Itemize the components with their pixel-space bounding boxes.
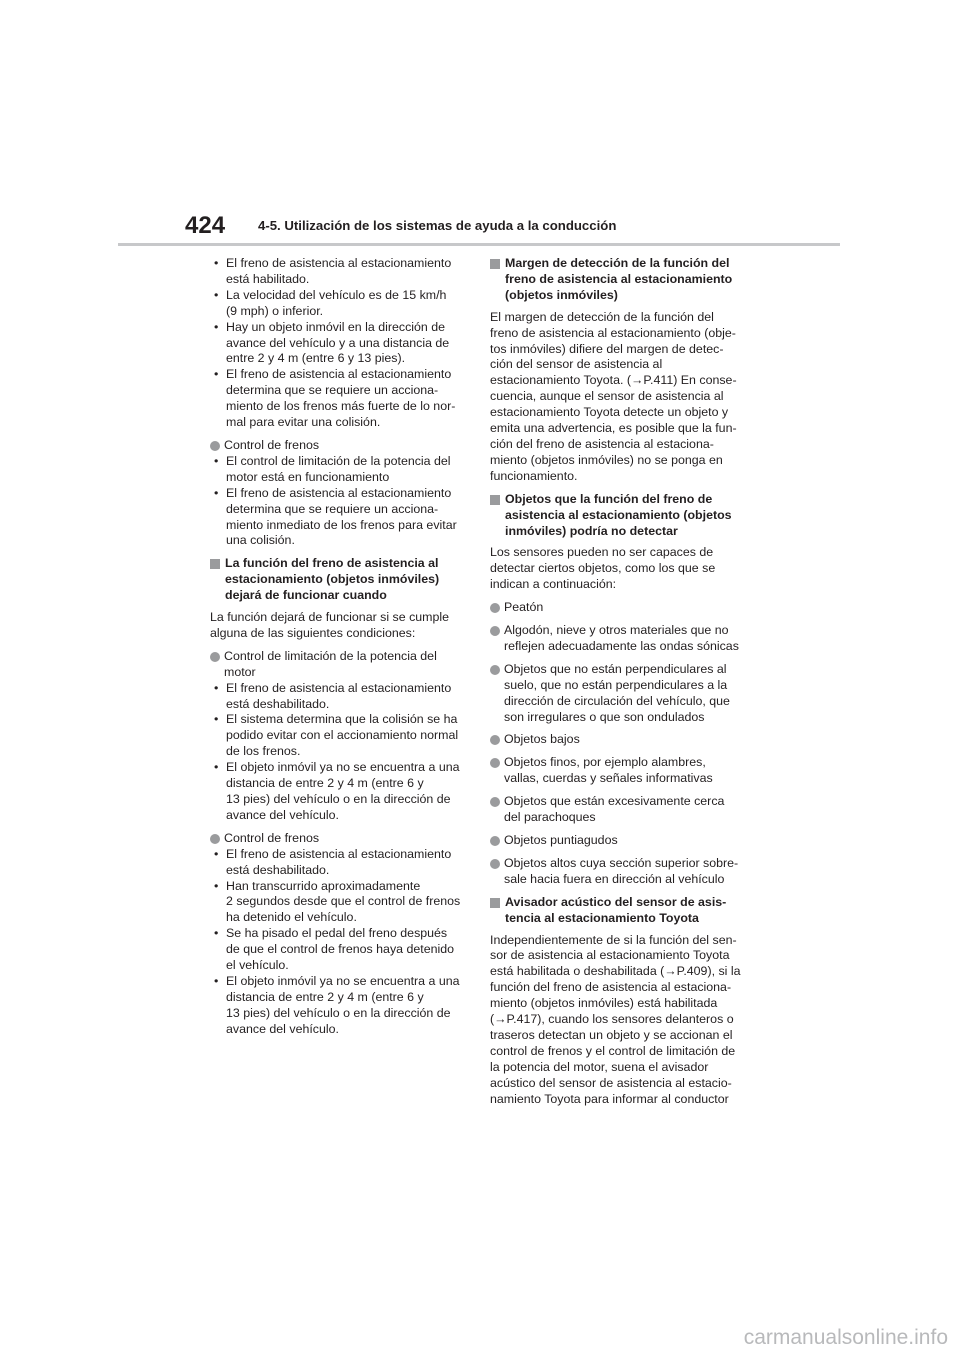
list-item: [210, 974, 470, 990]
circle-item-cont: [490, 678, 755, 694]
list-item-text: El freno de asistencia al estacionamiento: [226, 680, 452, 695]
circle-item: [210, 649, 470, 665]
paragraph-line: miento (objetos inmóviles) está habilitada: [490, 996, 718, 1011]
circle-item-text: dirección de circulación del vehículo, que: [504, 693, 730, 708]
list-item-cont: [210, 958, 470, 974]
paragraph-line: control de frenos y el control de limitación de: [490, 1043, 736, 1058]
heading-text: estacionamiento (objetos inmóviles): [225, 572, 440, 587]
list-item-text: (9 mph) o inferior.: [226, 303, 324, 318]
list-item: [210, 320, 470, 336]
section-heading: [210, 556, 470, 572]
list-item-cont: [210, 533, 470, 549]
bullet-icon: •: [214, 760, 219, 775]
left-column: [210, 256, 470, 1038]
list-item-text: avance del vehículo.: [226, 807, 339, 822]
list-item-cont: [210, 336, 470, 352]
list-item-text: una colisión.: [226, 533, 295, 548]
list-item-cont: [210, 399, 470, 415]
bullet-icon: •: [214, 256, 219, 270]
circle-bullet-icon: [210, 652, 220, 662]
paragraph-line: acústico del sensor de asistencia al estacio-: [490, 1075, 732, 1090]
circle-item-text: vallas, cuerdas y señales informativas: [504, 771, 713, 786]
circle-item-cont: [490, 872, 755, 888]
paragraph-line: (→P.417), cuando los sensores delanteros o: [490, 1012, 734, 1027]
list-item-cont: [210, 383, 470, 399]
list-item-text: está deshabilitado.: [226, 862, 330, 877]
bullet-icon: •: [214, 287, 219, 302]
paragraph-line: miento (objetos inmóviles) no se ponga en: [490, 452, 723, 467]
circle-item: [490, 662, 755, 678]
section-heading-cont: [490, 911, 755, 927]
circle-bullet-icon: [490, 603, 500, 613]
list-item-text: miento de los frenos más fuerte de lo nor-: [226, 399, 456, 414]
section-heading-cont: [210, 572, 470, 588]
list-item-cont: [210, 776, 470, 792]
circle-item: [210, 831, 470, 847]
list-item-cont: [210, 304, 470, 320]
list-item-text: Se ha pisado el pedal del freno después: [226, 926, 448, 941]
circle-item-text: Algodón, nieve y otros materiales que no: [504, 623, 729, 638]
list-item-cont: [210, 728, 470, 744]
list-item-text: de los frenos.: [226, 744, 301, 759]
circle-item-cont: [490, 639, 755, 655]
list-item-text: avance del vehículo y a una distancia de: [226, 335, 450, 350]
list-item-text: mal para evitar una colisión.: [226, 415, 381, 430]
circle-item: [210, 438, 470, 454]
list-item-text: está habilitado.: [226, 271, 310, 286]
circle-item-text: son irregulares o que son ondulados: [504, 709, 705, 724]
list-item-cont: [210, 910, 470, 926]
heading-text: Objetos que la función del freno de: [505, 491, 713, 506]
bullet-icon: •: [214, 878, 219, 893]
circle-item-text: suelo, que no están perpendiculares a la: [504, 677, 728, 692]
list-item-cont: [210, 894, 470, 910]
heading-text: Avisador acústico del sensor de asis-: [505, 894, 727, 909]
square-bullet-icon: [210, 559, 220, 569]
right-column: [490, 256, 755, 1108]
bullet-icon: •: [214, 926, 219, 941]
list-item-text: avance del vehículo.: [226, 1021, 339, 1036]
list-item-text: El freno de asistencia al estacionamiento: [226, 256, 452, 270]
list-item-cont: [210, 351, 470, 367]
list-item-text: distancia de entre 2 y 4 m (entre 6 y: [226, 989, 424, 1004]
section-heading-cont: [490, 508, 755, 524]
list-item-cont: [210, 792, 470, 808]
paragraph-line: namiento Toyota para informar al conductor: [490, 1091, 729, 1106]
circle-item: [490, 732, 755, 748]
list-item-cont: [210, 1006, 470, 1022]
list-item: [210, 486, 470, 502]
list-item-cont: [210, 518, 470, 534]
list-item: [210, 712, 470, 728]
circle-item-text: del parachoques: [504, 810, 596, 825]
list-item-text: El objeto inmóvil ya no se encuentra a una: [226, 973, 460, 988]
paragraph-line: está habilitada o deshabilitada (→P.409), si la: [490, 964, 741, 979]
list-item-text: Hay un objeto inmóvil en la dirección de: [226, 319, 446, 334]
circle-item-text: Control de frenos: [224, 830, 320, 845]
bullet-icon: •: [214, 973, 219, 988]
paragraph-line: alguna de las siguientes condiciones:: [210, 625, 416, 640]
circle-item-cont: [490, 810, 755, 826]
heading-text: dejará de funcionar cuando: [225, 588, 387, 603]
list-item: [210, 879, 470, 895]
list-item-cont: [210, 272, 470, 288]
heading-text: Margen de detección de la función del: [505, 256, 730, 270]
bullet-icon: •: [214, 367, 219, 382]
circle-item-text: Control de limitación de la potencia del: [224, 648, 437, 663]
bullet-icon: •: [214, 319, 219, 334]
list-item-cont: [210, 863, 470, 879]
circle-bullet-icon: [490, 758, 500, 768]
heading-text: inmóviles) podría no detectar: [505, 523, 678, 538]
section-title: 4-5. Utilización de los sistemas de ayuda a la conducción: [258, 218, 617, 233]
paragraph-line: tos inmóviles) difiere del margen de detec-: [490, 341, 724, 356]
list-item-text: podido evitar con el accionamiento normal: [226, 728, 459, 743]
paragraph-line: estacionamiento Toyota detecte un objeto y: [490, 405, 729, 420]
list-item-cont: [210, 744, 470, 760]
circle-item-text: Objetos altos cuya sección superior sobre-: [504, 855, 739, 870]
paragraph-line: ción del sensor de asistencia al: [490, 357, 663, 372]
list-item-text: El freno de asistencia al estacionamiento: [226, 485, 452, 500]
paragraph-line: sor de asistencia al estacionamiento Toyota: [490, 948, 730, 963]
list-item-text: La velocidad del vehículo es de 15 km/h: [226, 287, 447, 302]
paragraph-line: funcionamiento.: [490, 468, 578, 483]
bullet-icon: •: [214, 712, 219, 727]
circle-bullet-icon: [490, 626, 500, 636]
list-item-text: El sistema determina que la colisión se ha: [226, 712, 458, 727]
section-heading-cont: [490, 288, 755, 304]
list-item-cont: [210, 990, 470, 1006]
circle-item-cont: [490, 771, 755, 787]
paragraph-line: traseros detectan un objeto y se accionan el: [490, 1027, 733, 1042]
circle-item: [490, 623, 755, 639]
square-bullet-icon: [490, 898, 500, 908]
paragraph-line: Los sensores pueden no ser capaces de: [490, 545, 714, 560]
circle-bullet-icon: [490, 797, 500, 807]
circle-item: [490, 600, 755, 616]
square-bullet-icon: [490, 259, 500, 269]
list-item-text: el vehículo.: [226, 958, 289, 973]
section-heading: [490, 492, 755, 508]
list-item-text: determina que se requiere un acciona-: [226, 383, 439, 398]
list-item-text: entre 2 y 4 m (entre 6 y 13 pies).: [226, 351, 406, 366]
list-item-text: está deshabilitado.: [226, 696, 330, 711]
list-item-text: Han transcurrido aproximadamente: [226, 878, 421, 893]
paragraph-line: cuencia, aunque el sensor de asistencia al: [490, 389, 724, 404]
list-item-cont: [210, 470, 470, 486]
list-item-cont: [210, 1022, 470, 1038]
heading-text: (objetos inmóviles): [505, 287, 618, 302]
paragraph-line: indican a continuación:: [490, 577, 617, 592]
list-item-text: 13 pies) del vehículo o en la dirección de: [226, 792, 451, 806]
list-item-text: El freno de asistencia al estacionamiento: [226, 367, 452, 382]
list-item: [210, 847, 470, 863]
section-heading-cont: [490, 524, 755, 540]
section-heading-cont: [210, 588, 470, 604]
heading-text: La función del freno de asistencia al: [225, 556, 439, 571]
circle-item-cont: [490, 694, 755, 710]
list-item: [210, 454, 470, 470]
page-number: 424: [185, 212, 226, 239]
header-divider: [118, 243, 840, 246]
bullet-icon: •: [214, 485, 219, 500]
heading-text: asistencia al estacionamiento (objetos: [505, 507, 732, 522]
circle-item-cont: [490, 710, 755, 726]
list-item: [210, 367, 470, 383]
list-item-text: 13 pies) del vehículo o en la dirección de: [226, 1005, 451, 1020]
paragraph-line: Independientemente de si la función del sen-: [490, 932, 737, 947]
circle-item-text: motor: [224, 664, 256, 679]
heading-text: freno de asistencia al estacionamiento: [505, 271, 733, 286]
list-item-text: de que el control de frenos haya detenido: [226, 942, 455, 957]
circle-item-text: Control de frenos: [224, 437, 320, 452]
circle-bullet-icon: [210, 834, 220, 844]
heading-text: tencia al estacionamiento Toyota: [505, 910, 699, 925]
circle-item-cont: [210, 665, 470, 681]
circle-item-text: Objetos bajos: [504, 732, 580, 747]
paragraph-line: estacionamiento Toyota. (→P.411) En conse-: [490, 373, 737, 388]
circle-item: [490, 856, 755, 872]
list-item-cont: [210, 697, 470, 713]
list-item-text: miento inmediato de los frenos para evitar: [226, 517, 457, 532]
list-item-text: 2 segundos desde que el control de frenos: [226, 894, 461, 909]
circle-item-text: Objetos que no están perpendiculares al: [504, 661, 727, 676]
circle-item-text: Objetos puntiagudos: [504, 833, 618, 847]
page-header: [0, 0, 960, 250]
circle-item-text: Objetos que están excesivamente cerca: [504, 794, 725, 809]
list-item-text: El objeto inmóvil ya no se encuentra a una: [226, 760, 460, 775]
circle-item-text: reflejen adecuadamente las ondas sónicas: [504, 638, 739, 653]
list-item: [210, 681, 470, 697]
circle-item-text: Objetos finos, por ejemplo alambres,: [504, 755, 706, 770]
list-item-text: ha detenido el vehículo.: [226, 910, 357, 925]
list-item: [210, 760, 470, 776]
paragraph-line: El margen de detección de la función del: [490, 309, 714, 324]
paragraph-line: ción del freno de asistencia al estaciona-: [490, 436, 714, 451]
list-item-text: El freno de asistencia al estacionamiento: [226, 846, 452, 861]
watermark[interactable]: carmanualsonline.info: [743, 1326, 948, 1349]
circle-bullet-icon: [490, 836, 500, 846]
list-item-text: determina que se requiere un acciona-: [226, 501, 439, 516]
list-item-text: distancia de entre 2 y 4 m (entre 6 y: [226, 776, 424, 791]
list-item: [210, 926, 470, 942]
circle-bullet-icon: [490, 665, 500, 675]
list-item-cont: [210, 808, 470, 824]
list-item-text: motor está en funcionamiento: [226, 469, 390, 484]
list-item-cont: [210, 942, 470, 958]
circle-bullet-icon: [490, 735, 500, 745]
circle-item-text: sale hacia fuera en dirección al vehículo: [504, 871, 725, 886]
bullet-icon: •: [214, 453, 219, 468]
circle-item: [490, 794, 755, 810]
paragraph-line: detectar ciertos objetos, como los que se: [490, 561, 716, 576]
paragraph-line: la potencia del motor, suena el avisador: [490, 1059, 709, 1074]
paragraph-line: freno de asistencia al estacionamiento (obje-: [490, 325, 736, 340]
section-heading: [490, 256, 755, 272]
list-item: [210, 256, 470, 272]
circle-item: [490, 755, 755, 771]
circle-item: [490, 833, 755, 849]
list-item-cont: [210, 415, 470, 431]
paragraph-line: función del freno de asistencia al estaciona-: [490, 980, 732, 995]
circle-bullet-icon: [490, 859, 500, 869]
list-item: [210, 288, 470, 304]
bullet-icon: •: [214, 846, 219, 861]
paragraph-line: emita una advertencia, es posible que la fun-: [490, 421, 737, 436]
list-item-text: El control de limitación de la potencia del: [226, 453, 451, 468]
square-bullet-icon: [490, 495, 500, 505]
section-heading: [490, 895, 755, 911]
circle-item-text: Peatón: [504, 600, 544, 615]
circle-bullet-icon: [210, 441, 220, 451]
list-item-cont: [210, 502, 470, 518]
paragraph-line: La función dejará de funcionar si se cumple: [210, 610, 450, 625]
section-heading-cont: [490, 272, 755, 288]
bullet-icon: •: [214, 680, 219, 695]
